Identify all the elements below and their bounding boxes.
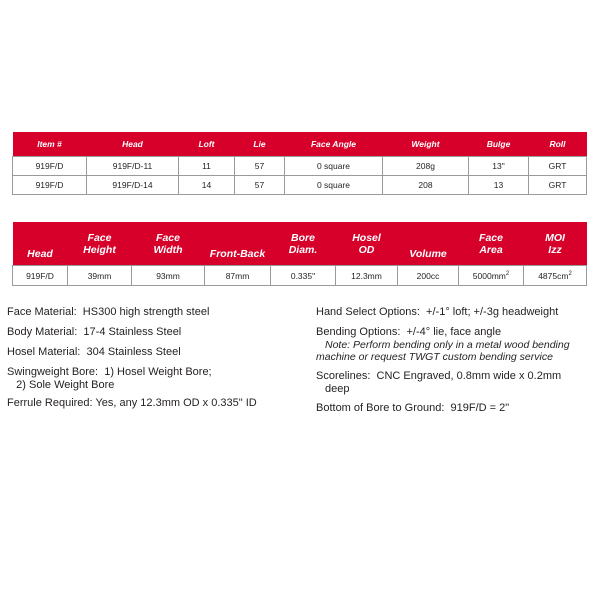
bending-note: Note: Perform bending only in a metal wood bending (325, 339, 570, 351)
header-line2: Area (479, 243, 503, 256)
spec-text: Ferrule Required: Yes, any 12.3mm OD x 0.335" ID (7, 397, 257, 409)
cell-head: 919F/D (13, 266, 68, 286)
face-material-spec (7, 306, 209, 319)
scorelines-spec (316, 370, 561, 396)
spec-text: Swingweight Bore: 1) Hosel Weight Bore; (7, 366, 212, 378)
cell-face-angle: 0 square (285, 157, 383, 176)
face-area-value: 5000mm (472, 270, 506, 281)
cell-lie: 57 (235, 157, 285, 176)
table-row (13, 176, 587, 195)
cell-volume: 200cc (398, 266, 459, 286)
spec-text: Hand Select Options: +/-1° loft; +/-3g headweight (316, 306, 559, 318)
cell-hosel-od: 12.3mm (336, 266, 398, 286)
moi-value: 4875cm (538, 270, 569, 281)
cell-item: 919F/D (13, 157, 87, 176)
table-row (13, 157, 587, 176)
header-hosel-od (336, 222, 398, 266)
hosel-material-spec (7, 346, 181, 359)
cell-weight: 208 (383, 176, 469, 195)
header-face-angle: Face Angle (285, 132, 383, 157)
header-face-area (459, 222, 524, 266)
cell-loft: 11 (179, 157, 235, 176)
header-line1: MOI (545, 231, 565, 244)
table-header-row (13, 132, 587, 157)
cell-lie: 57 (235, 176, 285, 195)
left-spec-list (7, 306, 297, 416)
spec-text: Bottom of Bore to Ground: 919F/D = 2" (316, 402, 510, 414)
bottom-of-bore-spec (316, 402, 509, 415)
body-material-spec (7, 326, 181, 339)
spec-text: Body Material: 17-4 Stainless Steel (7, 326, 182, 338)
cell-head: 919F/D-11 (87, 157, 179, 176)
club-spec-table (12, 132, 587, 195)
cell-front-back: 87mm (205, 266, 271, 286)
cell-roll: GRT (529, 176, 587, 195)
header-weight: Weight (383, 132, 469, 157)
cell-face-angle: 0 square (285, 176, 383, 195)
header-face-width (132, 222, 205, 266)
header-line2: Width (153, 243, 183, 256)
cell-face-area (459, 266, 524, 286)
cell-weight: 208g (383, 157, 469, 176)
header-lie: Lie (235, 132, 285, 157)
spec-text: deep (325, 383, 350, 395)
header-loft: Loft (179, 132, 235, 157)
ferrule-spec (7, 397, 257, 410)
header-line2: Height (83, 243, 116, 256)
header-face-height (68, 222, 132, 266)
cell-face-width: 93mm (132, 266, 205, 286)
header-line1: Face (87, 231, 112, 244)
cell-head: 919F/D-14 (87, 176, 179, 195)
header-item: Item # (13, 132, 87, 157)
header-moi (524, 222, 587, 266)
right-spec-list (316, 306, 596, 416)
moi-exponent: 2 (568, 270, 572, 277)
table-header-row (13, 222, 587, 266)
hand-select-spec (316, 306, 558, 319)
header-line1: Head (27, 248, 53, 260)
bending-spec (316, 326, 570, 363)
header-head (13, 222, 68, 266)
swingweight-bore-spec (7, 366, 212, 392)
cell-roll: GRT (529, 157, 587, 176)
cell-face-height: 39mm (68, 266, 132, 286)
header-bore-diam (271, 222, 336, 266)
header-front-back (205, 222, 271, 266)
header-line1: Front-Back (209, 248, 266, 260)
header-line1: Volume (409, 248, 447, 260)
spec-text: Hosel Material: 304 Stainless Steel (7, 346, 181, 358)
cell-item: 919F/D (13, 176, 87, 195)
header-line2: Diam. (288, 243, 318, 256)
header-head: Head (87, 132, 179, 157)
face-area-exponent: 2 (505, 270, 510, 277)
header-line1: Face (479, 231, 503, 244)
header-roll: Roll (529, 132, 587, 157)
header-line1: Bore (291, 231, 315, 244)
spec-text: Scorelines: CNC Engraved, 0.8mm wide x 0.2mm (316, 370, 562, 382)
header-line2: Izz (548, 243, 562, 256)
cell-loft: 14 (179, 176, 235, 195)
spec-text: 2) Sole Weight Bore (7, 379, 115, 391)
cell-bore-diam: 0.335" (271, 266, 336, 286)
head-dimension-table (12, 222, 587, 286)
header-volume (398, 222, 459, 266)
header-line1: Hosel (352, 231, 381, 244)
spec-text: Face Material: HS300 high strength steel (7, 306, 210, 318)
cell-bulge: 13 (469, 176, 529, 195)
header-line2: OD (358, 243, 375, 256)
bending-note: machine or request TWGT custom bending service (316, 351, 553, 363)
header-bulge: Bulge (469, 132, 529, 157)
cell-bulge: 13" (469, 157, 529, 176)
table-row (13, 266, 587, 286)
spec-text: Bending Options: +/-4° lie, face angle (316, 326, 502, 338)
header-line1: Face (156, 231, 180, 244)
cell-moi (524, 266, 587, 286)
